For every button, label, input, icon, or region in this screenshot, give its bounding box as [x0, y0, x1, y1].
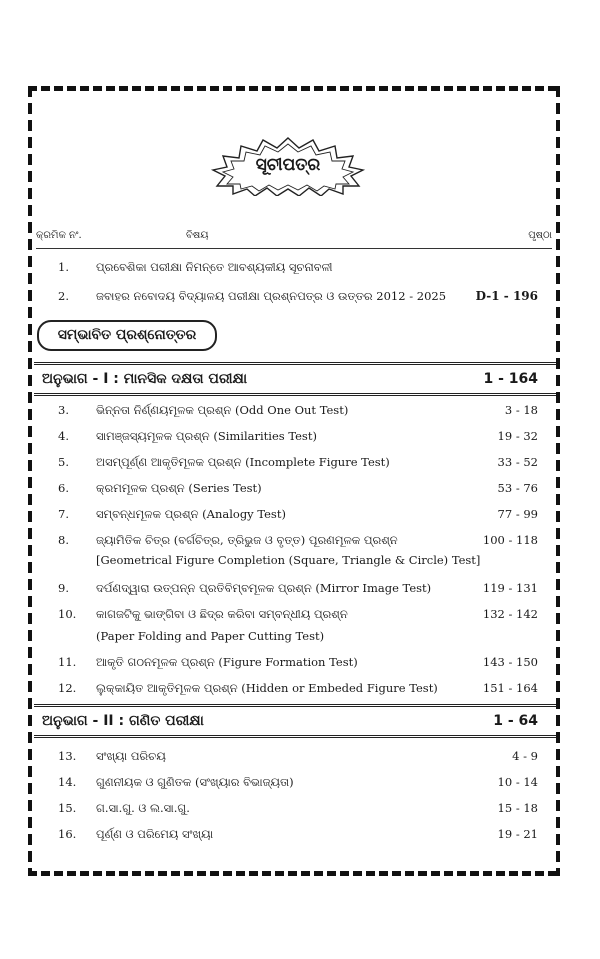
toc-num: 3.	[58, 403, 69, 417]
border-right	[556, 86, 560, 876]
toc-num: 14.	[58, 775, 77, 789]
toc-num: 4.	[58, 429, 69, 443]
page-border	[28, 86, 560, 876]
toc-page: 119 - 131	[482, 581, 538, 595]
header-subject: ବିଷୟ	[186, 230, 209, 241]
column-header	[36, 226, 552, 249]
border-bottom	[28, 871, 560, 876]
border-top	[28, 86, 560, 91]
toc-text: ଜବାହର ନବୋଦୟ ବିଦ୍ୟାଳୟ ପରୀକ୍ଷା ପ୍ରଶ୍ନପତ୍ର ଓ ଉତ୍ତର 2012 - 2025	[96, 289, 447, 303]
toc-num: 13.	[58, 749, 77, 763]
toc-num: 1.	[58, 260, 69, 274]
toc-num: 9.	[58, 581, 69, 595]
toc-num: 11.	[58, 655, 77, 669]
toc-text: ଜ୍ୟାମିତିକ ଚିତ୍ର (ବର୍ଗଚିତ୍ର, ତ୍ରିଭୁଜ ଓ ବୃତ୍ତ) ପୂରଣମୂଳକ ପ୍ରଶ୍ନ	[96, 533, 398, 547]
toc-num: 6.	[58, 481, 69, 495]
toc-num: 2.	[58, 289, 69, 303]
section-label: ସମ୍ଭାବିତ ପ୍ରଶ୍ନୋତ୍ତର	[37, 320, 217, 351]
part2-pages: 1 - 64	[493, 713, 538, 729]
toc-page: 100 - 118	[482, 533, 538, 547]
page-title: ସୂଚୀପତ୍ର	[255, 155, 321, 175]
part1-title: ଅନୁଭାଗ - I : ମାନସିକ ଦକ୍ଷତା ପରୀକ୍ଷା	[42, 371, 248, 387]
toc-subtitle: (Paper Folding and Paper Cutting Test)	[96, 629, 325, 643]
toc-num: 16.	[58, 827, 77, 841]
toc-page: 132 - 142	[482, 607, 538, 621]
toc-subtitle: [Geometrical Figure Completion (Square, Triangle & Circle) Test]	[96, 553, 481, 567]
toc-num: 15.	[58, 801, 77, 815]
toc-text: ପୂର୍ଣ୍ଣ ଓ ପରିମେୟ ସଂଖ୍ୟା	[96, 827, 214, 841]
header-serial: କ୍ରମିକ ନଂ.	[36, 230, 82, 241]
toc-text: ସଂଖ୍ୟା ପରିଚୟ	[96, 749, 166, 763]
toc-page: 77 - 99	[497, 507, 538, 521]
toc-text: କ୍ରମମୂଳକ ପ୍ରଶ୍ନ (Series Test)	[96, 481, 262, 495]
toc-text: ଭିନ୍ନତା ନିର୍ଣ୍ଣୟମୂଳକ ପ୍ରଶ୍ନ (Odd One Out Test)	[96, 403, 349, 417]
toc-text: ଅସମ୍ପୂର୍ଣ୍ଣ ଆକୃତିମୂଳକ ପ୍ରଶ୍ନ (Incomplete Figure Test)	[96, 455, 390, 469]
toc-page: 19 - 32	[497, 429, 538, 443]
part1-pages: 1 - 164	[483, 371, 538, 387]
toc-text: ପ୍ରବେଶିକା ପରୀକ୍ଷା ନିମନ୍ତେ ଆବଶ୍ୟକୀୟ ସୂଚନାବଳୀ	[96, 260, 333, 274]
toc-page: 10 - 14	[497, 775, 538, 789]
toc-num: 5.	[58, 455, 69, 469]
toc-text: ଲୁକ୍କାୟିତ ଆକୃତିମୂଳକ ପ୍ରଶ୍ନ (Hidden or Embeded Figure Test)	[96, 681, 438, 695]
toc-page: 4 - 9	[512, 749, 538, 763]
toc-num: 8.	[58, 533, 69, 547]
part2-title: ଅନୁଭାଗ - II : ଗଣିତ ପରୀକ୍ଷା	[42, 713, 204, 729]
title-badge	[203, 136, 373, 196]
toc-text: ସମ୍ବନ୍ଧମୂଳକ ପ୍ରଶ୍ନ (Analogy Test)	[96, 507, 286, 521]
part2-heading	[34, 704, 556, 738]
toc-text: ଗ.ସା.ଗୁ. ଓ ଲ.ସା.ଗୁ.	[96, 801, 190, 815]
border-left	[28, 86, 32, 876]
part1-heading	[34, 362, 556, 396]
toc-page: 3 - 18	[504, 403, 538, 417]
toc-page: 33 - 52	[497, 455, 538, 469]
toc-page: 19 - 21	[497, 827, 538, 841]
header-page: ପୃଷ୍ଠା	[528, 230, 552, 241]
toc-page: 53 - 76	[497, 481, 538, 495]
toc-num: 7.	[58, 507, 69, 521]
toc-text: ଆକୃତି ଗଠନମୂଳକ ପ୍ରଶ୍ନ (Figure Formation Test)	[96, 655, 358, 669]
toc-page: 151 - 164	[482, 681, 538, 695]
toc-page: D-1 - 196	[475, 289, 538, 303]
toc-text: କାଗଜଟିକୁ ଭାଙ୍ଗିବା ଓ ଛିଦ୍ର କରିବା ସମ୍ବନ୍ଧୀୟ ପ୍ରଶ୍ନ	[96, 607, 348, 621]
toc-text: ଦର୍ପଣଦ୍ୱାରା ଉତ୍ପନ୍ନ ପ୍ରତିବିମ୍ବମୂଳକ ପ୍ରଶ୍ନ (Mirror Image Test)	[96, 581, 432, 595]
toc-page: 15 - 18	[497, 801, 538, 815]
toc-num: 10.	[58, 607, 77, 621]
toc-page: 143 - 150	[482, 655, 538, 669]
toc-text: ସାମଞ୍ଜସ୍ୟମୂଳକ ପ୍ରଶ୍ନ (Similarities Test)	[96, 429, 317, 443]
toc-text: ଗୁଣନୀୟକ ଓ ଗୁଣିତକ (ସଂଖ୍ୟାର ବିଭାଜ୍ୟତା)	[96, 775, 294, 789]
toc-num: 12.	[58, 681, 77, 695]
